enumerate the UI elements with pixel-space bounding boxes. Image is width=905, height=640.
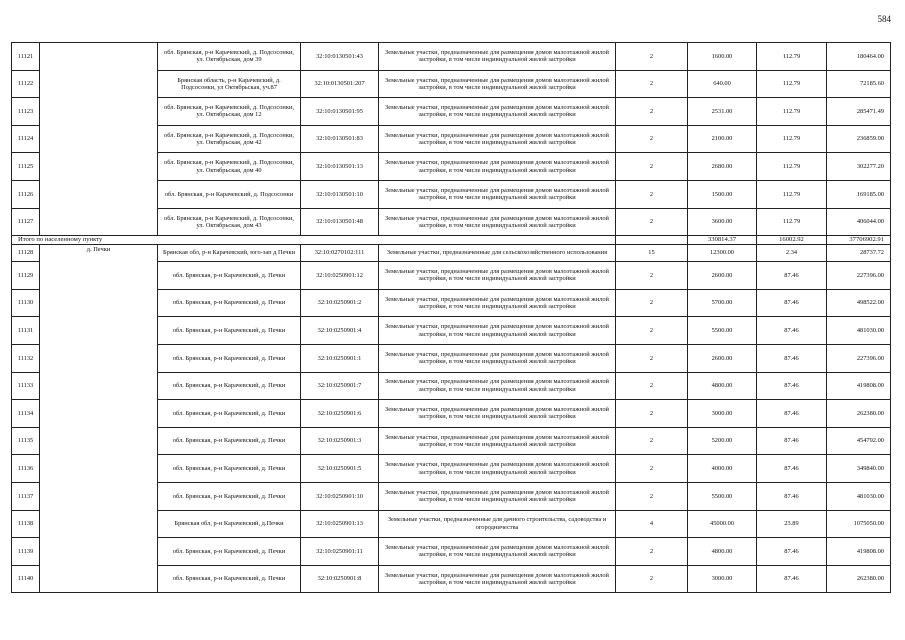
cadastral-number-cell: 32:10:0250901:5 bbox=[301, 455, 379, 483]
cadastral-number-cell: 32:10:0250901:2 bbox=[301, 289, 379, 317]
address-cell: обл. Брянская, р-н Карачевский, д. Печки bbox=[158, 400, 301, 428]
area-cell: 2600.00 bbox=[688, 262, 757, 290]
address-cell: обл. Брянская, р-н Карачевский, д. Печки bbox=[158, 262, 301, 290]
specific-value-cell: 112.79 bbox=[757, 153, 827, 181]
area-cell: 2531.00 bbox=[688, 98, 757, 126]
row-number: 11139 bbox=[12, 538, 40, 566]
use-group-cell: 2 bbox=[616, 125, 688, 153]
cadastral-number-cell: 32:10:0250901:1 bbox=[301, 344, 379, 372]
area-cell: 2680.00 bbox=[688, 153, 757, 181]
page-number: 584 bbox=[877, 14, 891, 24]
area-cell: 5500.00 bbox=[688, 482, 757, 510]
row-number: 11132 bbox=[12, 344, 40, 372]
total-cadastral-value: 37706902.91 bbox=[827, 236, 891, 245]
specific-value-cell: 87.46 bbox=[757, 565, 827, 593]
cadastral-number-cell: 32:10:0130501:207 bbox=[301, 70, 379, 98]
cadastral-number-cell: 32:10:0250901:8 bbox=[301, 565, 379, 593]
cadastral-number-cell: 32:10:0130501:10 bbox=[301, 180, 379, 208]
specific-value-cell: 87.46 bbox=[757, 455, 827, 483]
cadastral-number-cell: 32:10:0130501:13 bbox=[301, 153, 379, 181]
specific-value-cell: 112.79 bbox=[757, 180, 827, 208]
specific-value-cell: 87.46 bbox=[757, 538, 827, 566]
cadastral-number-cell: 32:10:0130501:43 bbox=[301, 43, 379, 71]
cadastral-value-cell: 349840.00 bbox=[827, 455, 891, 483]
cadastral-number-cell: 32:10:0250901:11 bbox=[301, 538, 379, 566]
land-use-cell: Земельные участки, предназначенные для размещения домов малоэтажной жилой застройки, в том числе индивидуальной жилой застройки bbox=[379, 125, 616, 153]
use-group-cell: 2 bbox=[616, 317, 688, 345]
row-number: 11131 bbox=[12, 317, 40, 345]
land-use-cell: Земельные участки, предназначенные для размещения домов малоэтажной жилой застройки, в том числе индивидуальной жилой застройки bbox=[379, 262, 616, 290]
land-use-cell: Земельные участки, предназначенные для размещения домов малоэтажной жилой застройки, в том числе индивидуальной жилой застройки bbox=[379, 70, 616, 98]
area-cell: 5500.00 bbox=[688, 317, 757, 345]
use-group-cell: 2 bbox=[616, 289, 688, 317]
row-number: 11125 bbox=[12, 153, 40, 181]
specific-value-cell: 87.46 bbox=[757, 427, 827, 455]
land-use-cell: Земельные участки, предназначенные для сельскохозяйственного использования bbox=[379, 245, 616, 262]
cadastral-number-cell: 32:10:0250901:13 bbox=[301, 510, 379, 538]
land-use-cell: Земельные участки, предназначенные для дачного строительства, садоводства и огородничества bbox=[379, 510, 616, 538]
specific-value-cell: 87.46 bbox=[757, 289, 827, 317]
total-label: Итого по населенному пункту bbox=[12, 236, 616, 245]
area-cell: 640.00 bbox=[688, 70, 757, 98]
total-row bbox=[12, 236, 891, 245]
use-group-cell: 2 bbox=[616, 98, 688, 126]
use-group-cell: 2 bbox=[616, 180, 688, 208]
row-number: 11121 bbox=[12, 43, 40, 71]
specific-value-cell: 112.79 bbox=[757, 208, 827, 236]
area-cell: 4800.00 bbox=[688, 538, 757, 566]
row-number: 11138 bbox=[12, 510, 40, 538]
land-use-cell: Земельные участки, предназначенные для размещения домов малоэтажной жилой застройки, в том числе индивидуальной жилой застройки bbox=[379, 43, 616, 71]
cadastral-value-cell: 454792.00 bbox=[827, 427, 891, 455]
row-number: 11140 bbox=[12, 565, 40, 593]
specific-value-cell: 112.79 bbox=[757, 125, 827, 153]
cadastral-number-cell: 32:10:0250901:10 bbox=[301, 482, 379, 510]
land-use-cell: Земельные участки, предназначенные для размещения домов малоэтажной жилой застройки, в том числе индивидуальной жилой застройки bbox=[379, 344, 616, 372]
land-use-cell: Земельные участки, предназначенные для размещения домов малоэтажной жилой застройки, в том числе индивидуальной жилой застройки bbox=[379, 180, 616, 208]
empty-cell bbox=[616, 236, 688, 245]
land-use-cell: Земельные участки, предназначенные для размещения домов малоэтажной жилой застройки, в том числе индивидуальной жилой застройки bbox=[379, 455, 616, 483]
cadastral-number-cell: 32:10:0250901:7 bbox=[301, 372, 379, 400]
area-cell: 5200.00 bbox=[688, 427, 757, 455]
area-cell: 4000.00 bbox=[688, 455, 757, 483]
row-number: 11122 bbox=[12, 70, 40, 98]
cadastral-value-cell: 481030.00 bbox=[827, 317, 891, 345]
specific-value-cell: 87.46 bbox=[757, 262, 827, 290]
use-group-cell: 2 bbox=[616, 372, 688, 400]
use-group-cell: 2 bbox=[616, 427, 688, 455]
cadastral-number-cell: 32:10:0270102:111 bbox=[301, 245, 379, 262]
land-use-cell: Земельные участки, предназначенные для размещения домов малоэтажной жилой застройки, в том числе индивидуальной жилой застройки bbox=[379, 153, 616, 181]
use-group-cell: 2 bbox=[616, 565, 688, 593]
cadastral-value-cell: 28737.72 bbox=[827, 245, 891, 262]
address-cell: обл. Брянская, р-н Карачевский, д. Печки bbox=[158, 372, 301, 400]
address-cell: Брянская область, р-н Карачевский, д. Подсосонки, ул Октябрьская, уч.87 bbox=[158, 70, 301, 98]
area-cell: 5700.00 bbox=[688, 289, 757, 317]
land-use-cell: Земельные участки, предназначенные для размещения домов малоэтажной жилой застройки, в том числе индивидуальной жилой застройки bbox=[379, 565, 616, 593]
area-cell: 1600.00 bbox=[688, 43, 757, 71]
total-area: 330814.37 bbox=[688, 236, 757, 245]
area-cell: 3000.00 bbox=[688, 565, 757, 593]
area-cell: 2100.00 bbox=[688, 125, 757, 153]
address-cell: Брянская обл, р-н Карачевский, д.Печки bbox=[158, 510, 301, 538]
specific-value-cell: 112.79 bbox=[757, 70, 827, 98]
cadastral-value-cell: 262380.00 bbox=[827, 400, 891, 428]
specific-value-cell: 87.46 bbox=[757, 372, 827, 400]
land-registry-table bbox=[11, 42, 891, 593]
land-use-cell: Земельные участки, предназначенные для размещения домов малоэтажной жилой застройки, в том числе индивидуальной жилой застройки bbox=[379, 289, 616, 317]
land-use-cell: Земельные участки, предназначенные для размещения домов малоэтажной жилой застройки, в том числе индивидуальной жилой застройки bbox=[379, 538, 616, 566]
specific-value-cell: 112.79 bbox=[757, 98, 827, 126]
specific-value-cell: 112.79 bbox=[757, 43, 827, 71]
land-use-cell: Земельные участки, предназначенные для размещения домов малоэтажной жилой застройки, в том числе индивидуальной жилой застройки bbox=[379, 317, 616, 345]
row-number: 11123 bbox=[12, 98, 40, 126]
row-number: 11128 bbox=[12, 245, 40, 262]
specific-value-cell: 87.46 bbox=[757, 317, 827, 345]
use-group-cell: 4 bbox=[616, 510, 688, 538]
land-use-cell: Земельные участки, предназначенные для размещения домов малоэтажной жилой застройки, в том числе индивидуальной жилой застройки bbox=[379, 427, 616, 455]
use-group-cell: 2 bbox=[616, 70, 688, 98]
use-group-cell: 2 bbox=[616, 153, 688, 181]
use-group-cell: 15 bbox=[616, 245, 688, 262]
area-cell: 3000.00 bbox=[688, 400, 757, 428]
use-group-cell: 2 bbox=[616, 344, 688, 372]
row-number: 11136 bbox=[12, 455, 40, 483]
use-group-cell: 2 bbox=[616, 538, 688, 566]
row-number: 11130 bbox=[12, 289, 40, 317]
row-number: 11129 bbox=[12, 262, 40, 290]
locality-cell bbox=[40, 43, 158, 236]
specific-value-cell: 87.46 bbox=[757, 482, 827, 510]
cadastral-value-cell: 1075050.00 bbox=[827, 510, 891, 538]
specific-value-cell: 2.34 bbox=[757, 245, 827, 262]
address-cell: обл. Брянская, р-н Карачевский, д. Печки bbox=[158, 455, 301, 483]
cadastral-number-cell: 32:10:0250901:6 bbox=[301, 400, 379, 428]
cadastral-number-cell: 32:10:0250901:12 bbox=[301, 262, 379, 290]
row-number: 11137 bbox=[12, 482, 40, 510]
cadastral-value-cell: 180464.00 bbox=[827, 43, 891, 71]
cadastral-value-cell: 481030.00 bbox=[827, 482, 891, 510]
cadastral-value-cell: 236859.00 bbox=[827, 125, 891, 153]
cadastral-value-cell: 262380.00 bbox=[827, 565, 891, 593]
locality-cell: д. Печки bbox=[40, 245, 158, 593]
cadastral-value-cell: 406044.00 bbox=[827, 208, 891, 236]
cadastral-number-cell: 32:10:0130501:83 bbox=[301, 125, 379, 153]
cadastral-number-cell: 32:10:0130501:48 bbox=[301, 208, 379, 236]
address-cell: обл. Брянская, р-н Карачевский, д. Печки bbox=[158, 427, 301, 455]
address-cell: обл. Брянская, р-н Карачевский, д. Печки bbox=[158, 344, 301, 372]
land-use-cell: Земельные участки, предназначенные для размещения домов малоэтажной жилой застройки, в том числе индивидуальной жилой застройки bbox=[379, 98, 616, 126]
area-cell: 12300.00 bbox=[688, 245, 757, 262]
cadastral-number-cell: 32:10:0250901:3 bbox=[301, 427, 379, 455]
land-use-cell: Земельные участки, предназначенные для размещения домов малоэтажной жилой застройки, в том числе индивидуальной жилой застройки bbox=[379, 400, 616, 428]
cadastral-value-cell: 419808.00 bbox=[827, 538, 891, 566]
land-use-cell: Земельные участки, предназначенные для размещения домов малоэтажной жилой застройки, в том числе индивидуальной жилой застройки bbox=[379, 372, 616, 400]
area-cell: 3600.00 bbox=[688, 208, 757, 236]
row-number: 11134 bbox=[12, 400, 40, 428]
total-specific-value: 16002.92 bbox=[757, 236, 827, 245]
use-group-cell: 2 bbox=[616, 208, 688, 236]
cadastral-number-cell: 32:10:0250901:4 bbox=[301, 317, 379, 345]
area-cell: 45000.00 bbox=[688, 510, 757, 538]
use-group-cell: 2 bbox=[616, 262, 688, 290]
row-number: 11127 bbox=[12, 208, 40, 236]
area-cell: 4800.00 bbox=[688, 372, 757, 400]
address-cell: Брянская обл, р-н Карачевский, юго-зап д Печки bbox=[158, 245, 301, 262]
row-number: 11126 bbox=[12, 180, 40, 208]
use-group-cell: 2 bbox=[616, 455, 688, 483]
cadastral-value-cell: 419808.00 bbox=[827, 372, 891, 400]
address-cell: обл. Брянская, р-н Карачевский, д. Подсосонки bbox=[158, 180, 301, 208]
address-cell: обл. Брянская, р-н Карачевский, д. Подсосонки, ул. Октябрьская, дом 42 bbox=[158, 125, 301, 153]
address-cell: обл. Брянская, р-н Карачевский, д. Печки bbox=[158, 482, 301, 510]
specific-value-cell: 23.89 bbox=[757, 510, 827, 538]
row-number: 11135 bbox=[12, 427, 40, 455]
address-cell: обл. Брянская, р-н Карачевский, д. Подсосонки, ул. Октябрьская, дом 39 bbox=[158, 43, 301, 71]
address-cell: обл. Брянская, р-н Карачевский, д. Подсосонки, ул. Октябрьская, дом 12 bbox=[158, 98, 301, 126]
row-number: 11124 bbox=[12, 125, 40, 153]
cadastral-value-cell: 302277.20 bbox=[827, 153, 891, 181]
cadastral-value-cell: 498522.00 bbox=[827, 289, 891, 317]
address-cell: обл. Брянская, р-н Карачевский, д. Печки bbox=[158, 538, 301, 566]
cadastral-value-cell: 285471.49 bbox=[827, 98, 891, 126]
area-cell: 1500.00 bbox=[688, 180, 757, 208]
cadastral-value-cell: 169185.00 bbox=[827, 180, 891, 208]
specific-value-cell: 87.46 bbox=[757, 344, 827, 372]
cadastral-number-cell: 32:10:0130501:95 bbox=[301, 98, 379, 126]
table-body bbox=[12, 43, 891, 593]
table-row bbox=[12, 245, 891, 262]
address-cell: обл. Брянская, р-н Карачевский, д. Подсосонки, ул. Октябрьская, дом 40 bbox=[158, 153, 301, 181]
area-cell: 2600.00 bbox=[688, 344, 757, 372]
address-cell: обл. Брянская, р-н Карачевский, д. Печки bbox=[158, 317, 301, 345]
cadastral-value-cell: 72185.60 bbox=[827, 70, 891, 98]
land-use-cell: Земельные участки, предназначенные для размещения домов малоэтажной жилой застройки, в том числе индивидуальной жилой застройки bbox=[379, 208, 616, 236]
cadastral-value-cell: 227396.00 bbox=[827, 344, 891, 372]
land-use-cell: Земельные участки, предназначенные для размещения домов малоэтажной жилой застройки, в том числе индивидуальной жилой застройки bbox=[379, 482, 616, 510]
address-cell: обл. Брянская, р-н Карачевский, д. Печки bbox=[158, 289, 301, 317]
specific-value-cell: 87.46 bbox=[757, 400, 827, 428]
table-row bbox=[12, 43, 891, 71]
address-cell: обл. Брянская, р-н Карачевский, д. Подсосонки, ул. Октябрьская, дом 43 bbox=[158, 208, 301, 236]
use-group-cell: 2 bbox=[616, 400, 688, 428]
use-group-cell: 2 bbox=[616, 482, 688, 510]
address-cell: обл. Брянская, р-н Карачевский, д. Печки bbox=[158, 565, 301, 593]
use-group-cell: 2 bbox=[616, 43, 688, 71]
row-number: 11133 bbox=[12, 372, 40, 400]
cadastral-value-cell: 227396.00 bbox=[827, 262, 891, 290]
